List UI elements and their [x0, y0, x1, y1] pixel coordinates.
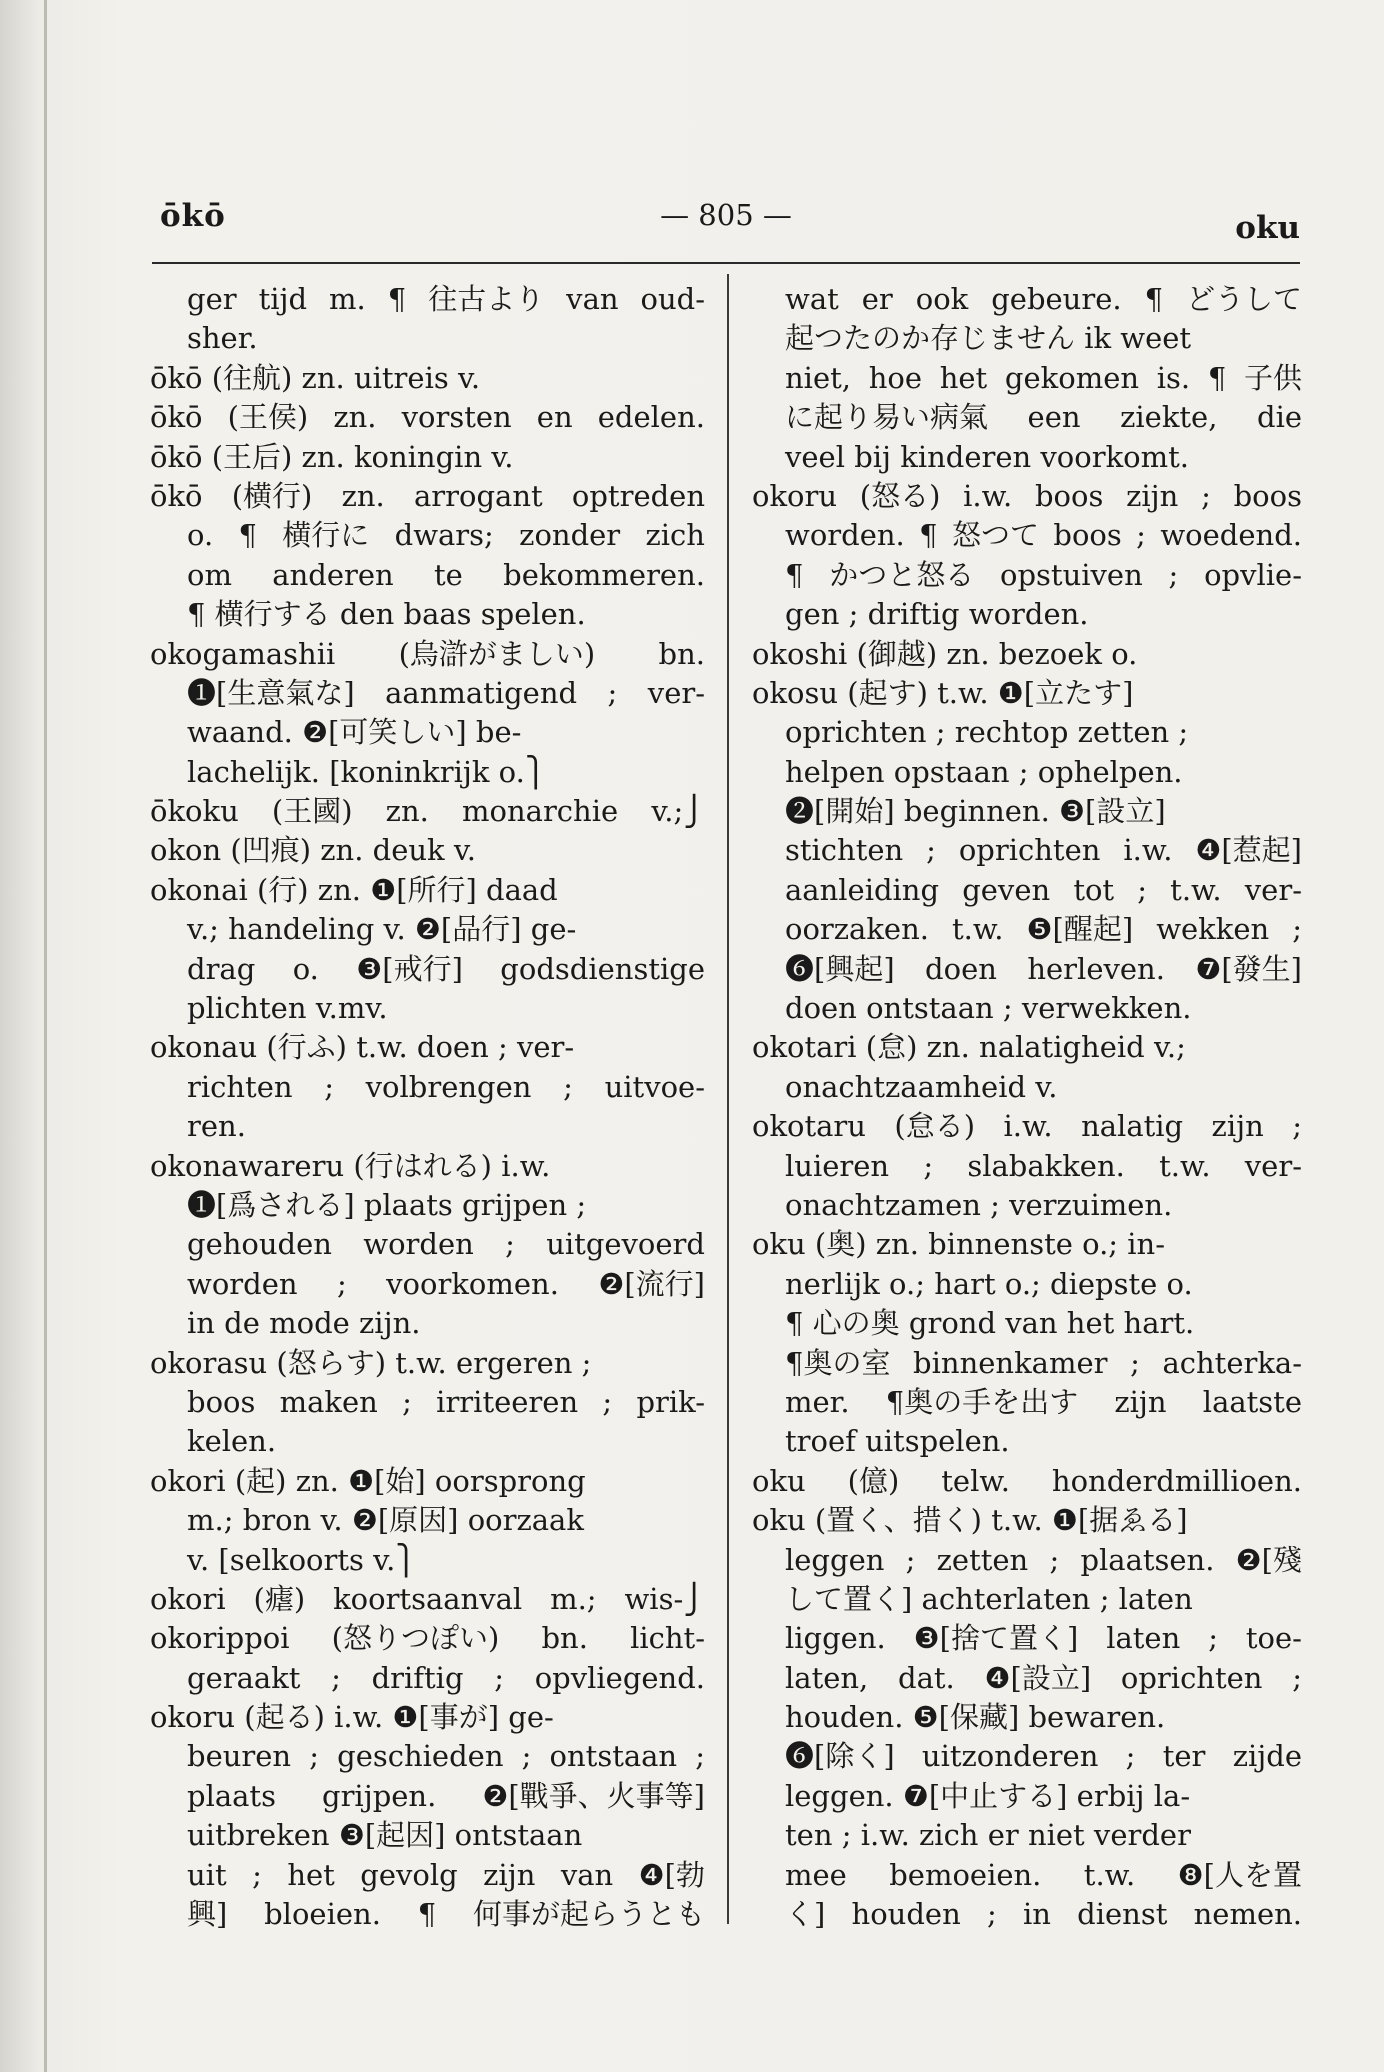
dictionary-line: gehouden worden ; uitgevoerd: [187, 1227, 705, 1262]
dictionary-line: o. ¶ 横行に dwars; zonder zich: [187, 518, 705, 553]
dictionary-line: く] houden ; in dienst nemen.: [785, 1897, 1302, 1932]
dictionary-line: uitbreken ❸[起因] ontstaan: [187, 1818, 583, 1853]
dictionary-line: leggen ; zetten ; plaatsen. ❷[殘: [785, 1542, 1302, 1577]
dictionary-line: okonai (行) zn. ❶[所行] daad: [150, 872, 558, 907]
dictionary-line: leggen. ❼[中止する] erbij la-: [785, 1778, 1191, 1813]
dictionary-line: ¶ 横行する den baas spelen.: [187, 597, 586, 632]
right-guide-word: oku: [1235, 210, 1300, 246]
column-divider: [727, 274, 729, 1924]
dictionary-line: に起り易い病氣 een ziekte, die: [785, 400, 1302, 435]
dictionary-line: beuren ; geschieden ; ontstaan ;: [187, 1739, 705, 1774]
dictionary-line: worden. ¶ 怒つて boos ; woedend.: [785, 518, 1302, 553]
dictionary-line: om anderen te bekommeren.: [187, 557, 705, 592]
dictionary-line: laten, dat. ❹[設立] oprichten ;: [785, 1660, 1302, 1695]
dictionary-line: ōkoku (王國) zn. monarchie v.;⎭: [150, 794, 705, 829]
dictionary-line: okoru (怒る) i.w. boos zijn ; boos: [752, 478, 1302, 513]
dictionary-line: nerlijk o.; hart o.; diepste o.: [785, 1266, 1193, 1301]
dictionary-line: richten ; volbrengen ; uitvoe-: [187, 1069, 705, 1104]
dictionary-line: onachtzaamheid v.: [785, 1069, 1058, 1104]
dictionary-line: okori (起) zn. ❶[始] oorsprong: [150, 1463, 586, 1498]
dictionary-line: ¶ 心の奥 grond van het hart.: [785, 1306, 1195, 1341]
right-column: [752, 280, 1302, 1934]
dictionary-line: plichten v.mv.: [187, 991, 388, 1026]
dictionary-line: ❶[爲される] plaats grijpen ;: [187, 1187, 587, 1222]
dictionary-line: ❷[開始] beginnen. ❸[設立]: [785, 794, 1166, 829]
dictionary-line: ōkō (往航) zn. uitreis v.: [150, 360, 481, 395]
page-header: [152, 190, 1300, 250]
left-column: [150, 280, 705, 1934]
dictionary-line: veel bij kinderen voorkomt.: [785, 439, 1189, 474]
left-guide-word: ōkō: [160, 198, 226, 234]
dictionary-line: oku (置く、措く) t.w. ❶[据ゑる]: [752, 1503, 1188, 1538]
dictionary-line: okoshi (御越) zn. bezoek o.: [752, 636, 1138, 671]
dictionary-line: ❻[興起] doen herleven. ❼[發生]: [785, 951, 1302, 986]
dictionary-line: niet, hoe het gekomen is. ¶ 子供: [785, 360, 1302, 395]
dictionary-line: oku (奥) zn. binnenste o.; in-: [752, 1227, 1166, 1262]
dictionary-line: v. [selkoorts v.⎫: [187, 1542, 418, 1577]
dictionary-line: して置く] achterlaten ; laten: [785, 1581, 1193, 1616]
dictionary-line: ōkō (王后) zn. koningin v.: [150, 439, 514, 474]
dictionary-line: troef uitspelen.: [785, 1424, 1010, 1459]
dictionary-line: oorzaken. t.w. ❺[醒起] wekken ;: [785, 912, 1302, 947]
dictionary-line: okon (凹痕) zn. deuk v.: [150, 833, 476, 868]
dictionary-line: houden. ❺[保藏] bewaren.: [785, 1700, 1166, 1735]
dictionary-line: luieren ; slabakken. t.w. ver-: [785, 1148, 1302, 1183]
dictionary-line: ¶奥の室 binnenkamer ; achterka-: [785, 1345, 1302, 1380]
dictionary-line: ren.: [187, 1109, 246, 1144]
dictionary-line: boos maken ; irriteeren ; prik-: [187, 1384, 705, 1419]
dictionary-line: okonau (行ふ) t.w. doen ; ver-: [150, 1030, 575, 1065]
dictionary-line: okorippoi (怒りつぽい) bn. licht-: [150, 1621, 705, 1656]
dictionary-line: ¶ かつと怒る opstuiven ; opvlie-: [785, 557, 1302, 592]
header-rule: [152, 262, 1300, 264]
dictionary-line: wat er ook gebeure. ¶ どうして: [785, 282, 1302, 316]
dictionary-line: ōkō (王侯) zn. vorsten en edelen.: [150, 400, 705, 435]
dictionary-line: sher.: [187, 321, 258, 356]
dictionary-line: in de mode zijn.: [187, 1306, 421, 1341]
dictionary-line: helpen opstaan ; ophelpen.: [785, 754, 1183, 789]
dictionary-line: okoru (起る) i.w. ❶[事が] ge-: [150, 1700, 554, 1735]
dictionary-line: m.; bron v. ❷[原因] oorzaak: [187, 1503, 584, 1538]
dictionary-line: okotari (怠) zn. nalatigheid v.;: [752, 1030, 1186, 1065]
dictionary-line: ten ; i.w. zich er niet verder: [785, 1818, 1191, 1853]
dictionary-line: uit ; het gevolg zijn van ❹[勃: [187, 1857, 705, 1892]
dictionary-line: lachelijk. [koninkrijk o.⎫: [187, 754, 547, 789]
dictionary-line: v.; handeling v. ❷[品行] ge-: [187, 912, 577, 947]
dictionary-line: doen ontstaan ; verwekken.: [785, 991, 1192, 1026]
dictionary-line: okorasu (怒らす) t.w. ergeren ;: [150, 1345, 592, 1380]
dictionary-line: okori (瘧) koortsaanval m.; wis-⎭: [150, 1581, 705, 1616]
dictionary-line: okosu (起す) t.w. ❶[立たす]: [752, 675, 1134, 710]
dictionary-line: kelen.: [187, 1424, 277, 1459]
dictionary-line: gen ; driftig worden.: [785, 597, 1089, 632]
book-spine-shadow: [44, 0, 47, 2072]
dictionary-line: onachtzamen ; verzuimen.: [785, 1187, 1173, 1222]
dictionary-line: liggen. ❸[捨て置く] laten ; toe-: [785, 1621, 1302, 1656]
dictionary-line: ger tijd m. ¶ 往古より van oud-: [187, 282, 705, 316]
dictionary-line: okogamashii (烏滸がましい) bn.: [150, 636, 705, 671]
dictionary-line: oku (億) telw. honderdmillioen.: [752, 1463, 1302, 1498]
dictionary-line: drag o. ❸[戒行] godsdienstige: [187, 951, 705, 986]
dictionary-line: ❻[除く] uitzonderen ; ter zijde: [785, 1739, 1302, 1774]
dictionary-line: worden ; voorkomen. ❷[流行]: [187, 1266, 705, 1301]
dictionary-line: waand. ❷[可笑しい] be-: [187, 715, 522, 750]
dictionary-line: mee bemoeien. t.w. ❽[人を置: [785, 1857, 1302, 1892]
dictionary-line: aanleiding geven tot ; t.w. ver-: [785, 872, 1302, 907]
dictionary-line: 起つたのか存じません ik weet: [785, 321, 1192, 356]
dictionary-line: okotaru (怠る) i.w. nalatig zijn ;: [752, 1109, 1302, 1144]
dictionary-line: stichten ; oprichten i.w. ❹[惹起]: [785, 833, 1302, 868]
dictionary-line: ōkō (横行) zn. arrogant optreden: [150, 478, 705, 513]
dictionary-line: plaats grijpen. ❷[戰爭、火事等]: [187, 1778, 705, 1813]
dictionary-line: 興] bloeien. ¶ 何事が起らうとも: [187, 1897, 705, 1932]
dictionary-line: oprichten ; rechtop zetten ;: [785, 715, 1189, 750]
page-number: — 805 —: [660, 198, 792, 232]
dictionary-line: mer. ¶奥の手を出す zijn laatste: [785, 1384, 1302, 1419]
dictionary-line: okonawareru (行はれる) i.w.: [150, 1148, 551, 1183]
dictionary-line: geraakt ; driftig ; opvliegend.: [187, 1660, 705, 1695]
dictionary-line: ❶[生意氣な] aanmatigend ; ver-: [187, 675, 705, 710]
